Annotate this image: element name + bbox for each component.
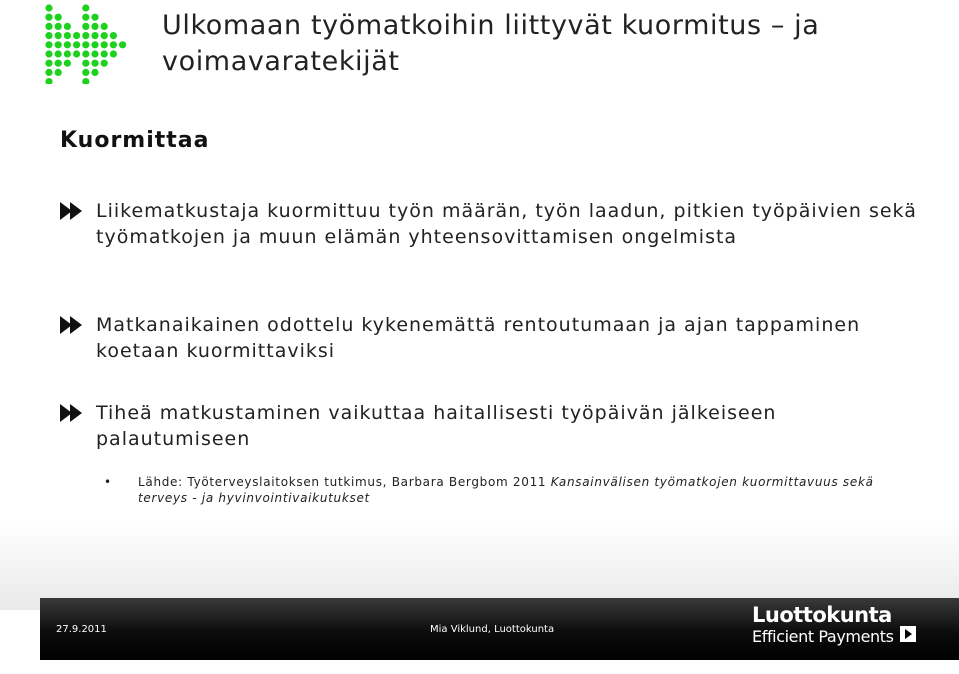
brand-logo: [752, 602, 902, 646]
bullet-item: [60, 312, 920, 364]
double-arrow-icon: [60, 202, 88, 220]
bullet-text: Matkanaikainen odottelu kykenemättä rentoutumaan ja ajan tappaminen koetaan kuormittaviksi: [96, 314, 861, 362]
brand-arrow-icon: [900, 626, 916, 642]
source-title: Kansainvälisen työmatkojen kuormittavuus sekä terveys - ja hyvinvointivaikutukset: [138, 475, 874, 505]
double-arrow-icon: [60, 404, 88, 422]
source-text: [138, 474, 924, 506]
source-note: [104, 474, 924, 506]
double-arrow-icon: [60, 316, 88, 334]
footer-author: Mia Viklund, Luottokunta: [430, 624, 555, 635]
background-fade: [0, 520, 959, 610]
bullet-text: Liikematkustaja kuormittuu työn määrän, työn laadun, pitkien työpäivien sekä työmatkojen ja muun elämän yhteensovittamisen ongelmista: [96, 200, 917, 248]
logo-icon: [44, 4, 136, 84]
brand-tagline: Efficient Payments: [752, 627, 894, 646]
bullet-item: [60, 198, 920, 250]
footer-date: 27.9.2011: [56, 624, 107, 635]
bullet-text: Tiheä matkustaminen vaikuttaa haitallisesti työpäivän jälkeiseen palautumiseen: [96, 402, 777, 450]
source-prefix: Lähde: Työterveyslaitoksen tutkimus, Barbara Bergbom 2011: [138, 475, 551, 489]
source-bullet: •: [104, 475, 112, 489]
slide-title: Ulkomaan työmatkoihin liittyvät kuormitus – ja voimavaratekijät: [162, 10, 820, 77]
section-heading: Kuormittaa: [60, 128, 210, 153]
footer-bar: [40, 598, 959, 660]
brand-name: Luottokunta: [752, 603, 892, 627]
bullet-item: [60, 400, 920, 452]
